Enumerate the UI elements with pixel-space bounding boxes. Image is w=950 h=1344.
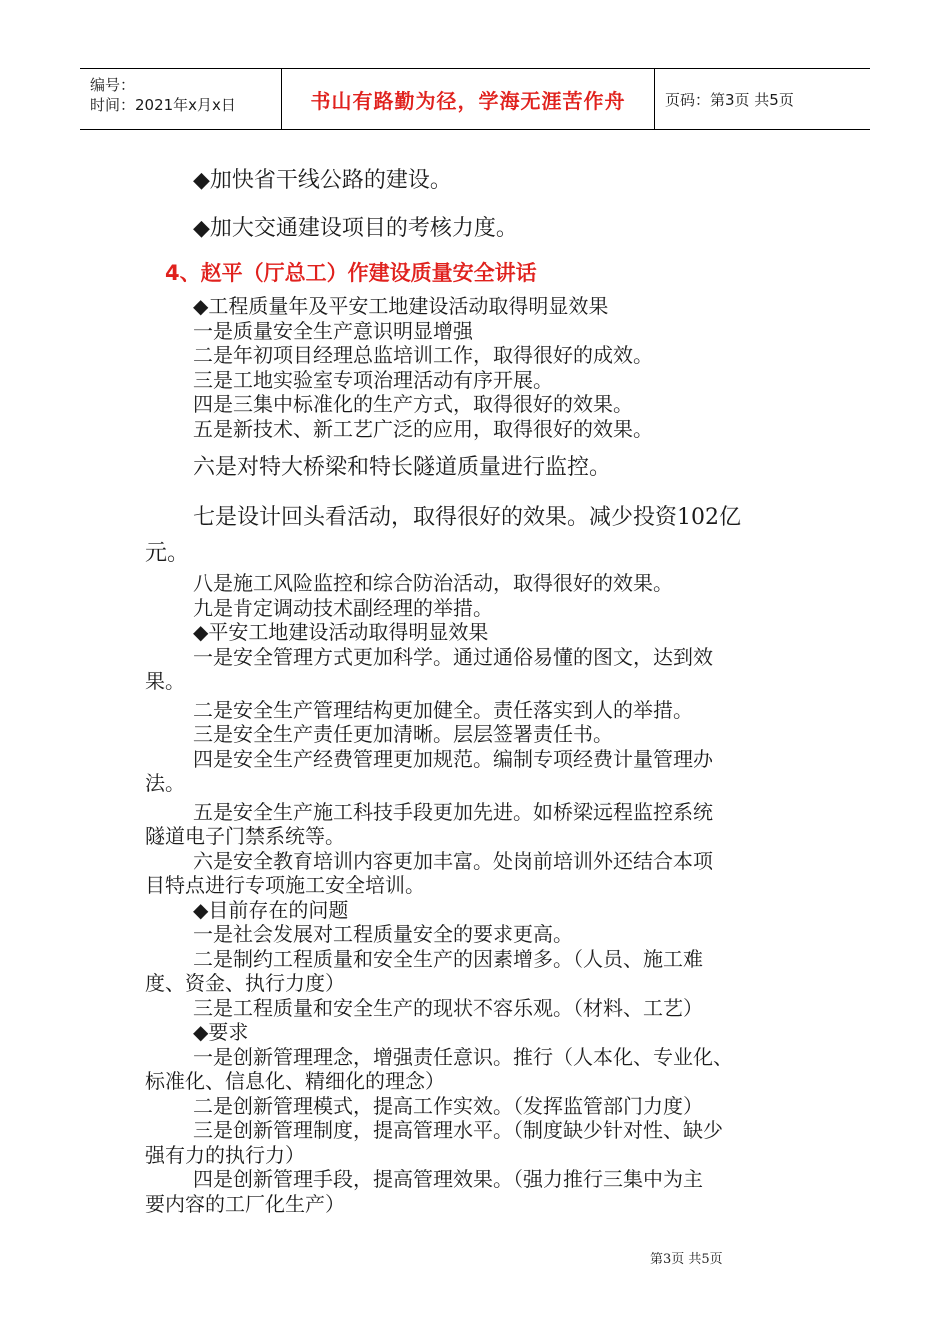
text-line: 三是工程质量和安全生产的现状不容乐观。（材料、工艺）: [193, 995, 703, 1020]
text-line: 三是创新管理制度，提高管理水平。（制度缺少针对性、缺少: [193, 1118, 723, 1142]
document-body: [145, 160, 807, 1216]
text-line: 五是新技术、新工艺广泛的应用，取得很好的效果。: [193, 416, 653, 441]
bullet-line: ◆平安工地建设活动取得明显效果: [193, 620, 489, 644]
bullet-line: ◆加大交通建设项目的考核力度。: [193, 216, 518, 241]
bullet-line: ◆加快省干线公路的建设。: [193, 168, 452, 193]
text-line: 七是设计回头看活动，取得很好的效果。减少投资102亿: [193, 505, 741, 530]
document-time-label: 时间：2021年x月x日: [90, 96, 236, 114]
text-line: 一是质量安全生产意识明显增强: [193, 318, 473, 343]
text-line: 三是安全生产责任更加清晰。层层签署责任书。: [193, 722, 613, 746]
text-line: 一是安全管理方式更加科学。通过通俗易懂的图文，达到效: [193, 644, 713, 669]
text-line: 要内容的工厂化生产）: [145, 1191, 345, 1216]
text-line: 九是肯定调动技术副经理的举措。: [193, 595, 493, 620]
text-line: 二是创新管理模式，提高工作实效。（发挥监管部门力度）: [193, 1093, 703, 1118]
text-line: 四是创新管理手段，提高管理效果。（强力推行三集中为主: [193, 1167, 703, 1191]
text-line: 隧道电子门禁系统等。: [145, 824, 345, 848]
text-line: 元。: [145, 541, 190, 566]
text-line: 目特点进行专项施工安全培训。: [145, 873, 425, 897]
page-footer: 第3页 共5页: [650, 1252, 723, 1267]
text-line: 五是安全生产施工科技手段更加先进。如桥梁远程监控系统: [193, 799, 713, 824]
text-line: 标准化、信息化、精细化的理念）: [145, 1069, 445, 1093]
text-line: 四是安全生产经费管理更加规范。编制专项经费计量管理办: [193, 746, 713, 771]
bullet-line: ◆要求: [193, 1020, 249, 1044]
text-line: 果。: [145, 669, 185, 693]
header-page-number: 页码：第3页 共5页: [665, 90, 794, 109]
text-line: 二是安全生产管理结构更加健全。责任落实到人的举措。: [193, 697, 693, 722]
text-line: 度、资金、执行力度）: [145, 971, 345, 995]
bullet-line: ◆目前存在的问题: [193, 897, 349, 922]
text-line: 二是年初项目经理总监培训工作，取得很好的成效。: [193, 343, 653, 367]
text-line: 四是三集中标准化的生产方式，取得很好的效果。: [193, 392, 633, 416]
text-line: 强有力的执行力）: [145, 1142, 305, 1167]
text-line: 六是对特大桥梁和特长隧道质量进行监控。: [193, 455, 612, 480]
bullet-line: ◆工程质量年及平安工地建设活动取得明显效果: [193, 294, 609, 318]
header-info-cell: [80, 69, 282, 129]
page-header: [80, 68, 870, 130]
header-motto: 书山有路勤为径，学海无涯苦作舟: [282, 69, 655, 129]
text-line: 八是施工风险监控和综合防治活动，取得很好的效果。: [193, 571, 673, 595]
text-line: 三是工地实验室专项治理活动有序开展。: [193, 367, 553, 392]
text-line: 一是创新管理理念，增强责任意识。推行（人本化、专业化、: [193, 1044, 733, 1069]
text-line: 一是社会发展对工程质量安全的要求更高。: [193, 922, 573, 946]
section-heading: 4、赵平（厅总工）作建设质量安全讲话: [165, 261, 537, 285]
text-line: 法。: [145, 771, 185, 795]
text-line: 二是制约工程质量和安全生产的因素增多。（人员、施工难: [193, 946, 703, 971]
document-number-label: 编号：: [90, 76, 136, 94]
text-line: 六是安全教育培训内容更加丰富。处岗前培训外还结合本项: [193, 848, 713, 873]
